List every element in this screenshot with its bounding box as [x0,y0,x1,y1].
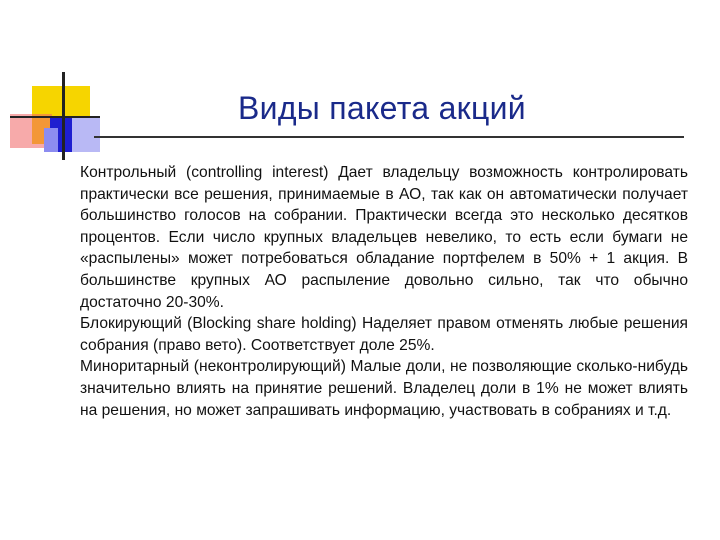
slide-body [80,162,688,421]
text-blocking: Наделяет правом отменять любые решения собрания (право вето). Соответствует доле 25%. [80,315,688,354]
text-controlling: Дает владельцу возможность контролировать практически все решения, принимаемые в АО, так как он автоматически получает большинство голосов на собрании. Практически всегда это несколько десятков процентов. Если число крупных владельцев невелико, то есть если бумаги не «распылены» может потребоваться обладание портфелем в 50% + 1 акция. В большинстве крупных АО распыление довольно сильно, так что обычно достаточно 20-30%. [80,164,688,311]
term-controlling: Контрольный (controlling interest) [80,164,329,181]
lavender-square [44,128,58,152]
light-blue-square [72,118,100,152]
paragraph-blocking [80,313,688,356]
term-minority: Миноритарный (неконтролирующий) [80,358,346,376]
text-minority: Малые доли, не позволяющие сколько-нибудь значительно влиять на принятие решений. Владелец доли в 1% не может влиять на решения, но может запрашивать информацию, участвовать в собраниях и т.д. [80,358,689,419]
slide-title: Виды пакета акций [238,90,526,126]
horizontal-rule-short [10,116,100,118]
paragraph-controlling [80,162,688,313]
term-blocking: Блокирующий (Blocking share holding) [80,315,357,333]
title-underline [94,136,684,138]
paragraph-minority [80,356,688,421]
